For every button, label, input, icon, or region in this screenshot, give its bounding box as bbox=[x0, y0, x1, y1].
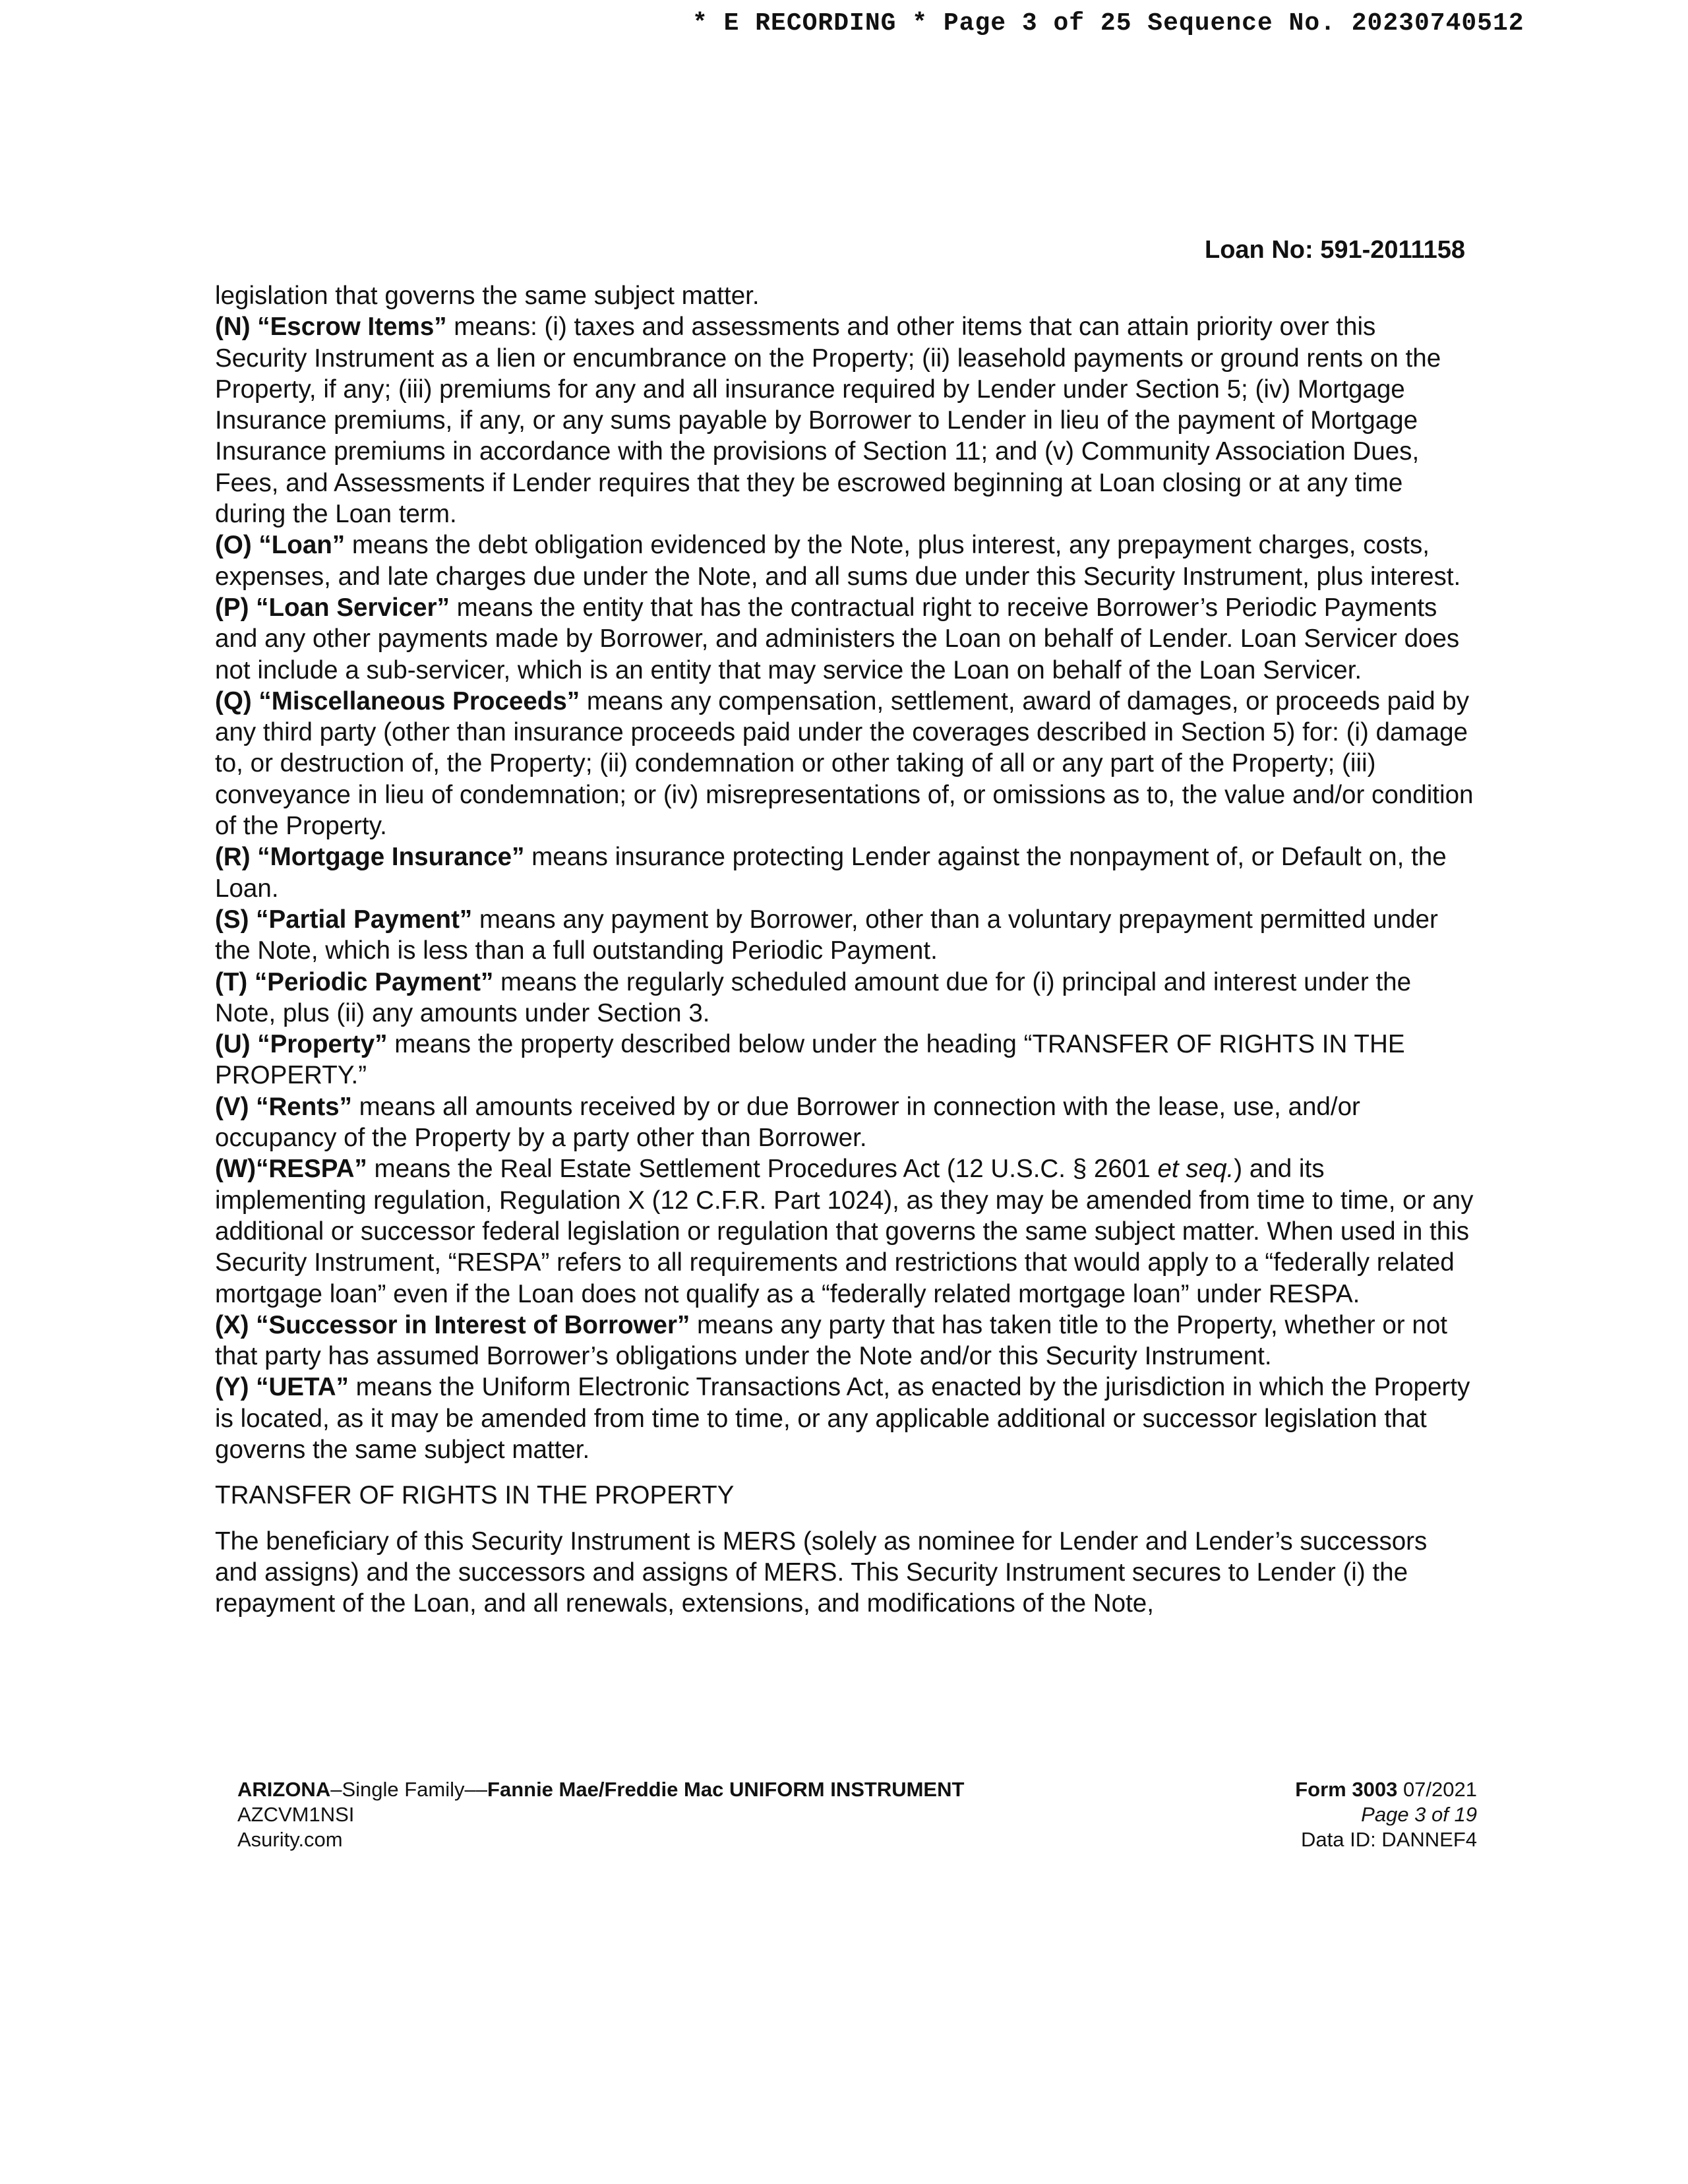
definition-o bbox=[215, 530, 1474, 592]
definition-text: ) and its implementing regulation, Regulation X (12 C.F.R. Part 1024), as they may be amended from time to time, or any additional or successor federal legislation or regulation that governs the same subject matter. When used in this Security Instrument, “RESPA” refers to all requirements and restrictions that would apply to a “federally related mortgage loan” even if the Loan does not qualify as a “federally related mortgage loan” under RESPA. bbox=[215, 1155, 1474, 1308]
definition-term: “Rents” bbox=[256, 1092, 352, 1121]
section-heading: TRANSFER OF RIGHTS IN THE PROPERTY bbox=[215, 1481, 735, 1510]
definition-term: “Property” bbox=[257, 1030, 388, 1059]
et-seq-text: et seq. bbox=[1157, 1155, 1234, 1184]
form-number bbox=[1295, 1777, 1477, 1802]
definition-t bbox=[215, 967, 1474, 1029]
definition-text: means: (i) taxes and assessments and other items that can attain priority over this Security Instrument as a lien or encumbrance on the Property; (ii) leasehold payments or ground rents on the Property, if any; (iii) premiums for any and all insurance required by Lender under Section 5; (iv) Mortgage Insurance premiums, if any, or any sums payable by Borrower to Lender in lieu of the payment of Mortgage Insurance premiums in accordance with the provisions of Section 11; and (v) Community Association Dues, Fees, and Assessments if Lender requires that they be escrowed beginning at Loan closing or at any time during the Loan term. bbox=[215, 313, 1441, 529]
form-title bbox=[237, 1777, 964, 1802]
definition-p bbox=[215, 592, 1474, 686]
definition-text: means the Uniform Electronic Transactions Act, as enacted by the jurisdiction in which the Property is located, as it may be amended from time to time, or any applicable additional or successor legislation that governs the same subject matter. bbox=[215, 1373, 1470, 1464]
definition-u bbox=[215, 1029, 1474, 1091]
definition-q bbox=[215, 686, 1474, 841]
definition-term: “Escrow Items” bbox=[257, 313, 447, 342]
definition-term: “Periodic Payment” bbox=[254, 967, 494, 996]
definition-term: “UETA” bbox=[256, 1373, 349, 1402]
continuation-text: legislation that governs the same subject matter. bbox=[215, 282, 760, 310]
definition-text: means any payment by Borrower, other than a voluntary prepayment permitted under the Note, which is less than a full outstanding Periodic Payment. bbox=[215, 905, 1438, 965]
definition-w bbox=[215, 1153, 1474, 1309]
definition-letter: (R) bbox=[215, 843, 251, 872]
definition-letter: (W) bbox=[215, 1155, 256, 1184]
form-data-id: Data ID: DANNEF4 bbox=[1300, 1828, 1477, 1851]
form-page: Page 3 of 19 bbox=[1361, 1803, 1477, 1826]
definition-letter: (P) bbox=[215, 593, 249, 622]
definition-letter: (S) bbox=[215, 905, 249, 934]
footer-state: ARIZONA bbox=[237, 1778, 331, 1801]
form-code: AZCVM1NSI bbox=[237, 1803, 355, 1826]
loan-number: Loan No: 591-2011158 bbox=[1205, 236, 1465, 264]
definition-y bbox=[215, 1372, 1474, 1465]
footer-descriptor: –Single Family–– bbox=[330, 1778, 488, 1801]
transfer-paragraph: The beneficiary of this Security Instrument is MERS (solely as nominee for Lender and Lender’s successors and assigns) and the successors and assigns of MERS. This Security Instrument secures to Lender (i) the repayment of the Loan, and all renewals, extensions, and modifications of the Note, bbox=[215, 1527, 1428, 1618]
definition-text: means all amounts received by or due Borrower in connection with the lease, use, and/or occupancy of the Property by a party other than Borrower. bbox=[215, 1092, 1360, 1153]
definition-text: means insurance protecting Lender against the nonpayment of, or Default on, the Loan. bbox=[215, 843, 1447, 903]
definition-v bbox=[215, 1091, 1474, 1154]
definition-letter: (X) bbox=[215, 1310, 249, 1339]
definition-s bbox=[215, 904, 1474, 967]
definition-text: means the Real Estate Settlement Procedures Act (12 U.S.C. § 2601 bbox=[367, 1155, 1158, 1184]
definition-r bbox=[215, 841, 1474, 904]
document-body bbox=[215, 280, 1474, 1619]
definition-text: means any compensation, settlement, award of damages, or proceeds paid by any third party (other than insurance proceeds paid under the coverages described in Section 5) for: (i) damage to, or destruction of, the Property; (ii) condemnation or other taking of all or any part of the Property; (iii) conveyance in lieu of condemnation; or (iv) misrepresentations of, or omissions as to, the value and/or condition of the Property. bbox=[215, 686, 1474, 841]
form-label: Form 3003 bbox=[1295, 1778, 1398, 1801]
definition-term: “Miscellaneous Proceeds” bbox=[258, 686, 580, 715]
definition-term: “Loan Servicer” bbox=[256, 593, 450, 622]
definition-text: means the regularly scheduled amount due for (i) principal and interest under the Note, plus (ii) any amounts under Section 3. bbox=[215, 967, 1412, 1027]
definition-text: means the entity that has the contractual right to receive Borrower’s Periodic Payments and any other payments made by Borrower, and administers the Loan on behalf of Lender. Loan Servicer does not include a sub-servicer, which is an entity that may service the Loan on behalf of the Loan Servicer. bbox=[215, 593, 1460, 684]
definition-term: “RESPA” bbox=[256, 1155, 367, 1184]
form-site: Asurity.com bbox=[237, 1828, 343, 1851]
definition-text: means the property described below under the heading “TRANSFER OF RIGHTS IN THE PROPERTY.” bbox=[215, 1030, 1405, 1090]
definition-letter: (O) bbox=[215, 531, 252, 560]
definition-text: means the debt obligation evidenced by the Note, plus interest, any prepayment charges, costs, expenses, and late charges due under the Note, and all sums due under this Security Instrument, plus interest. bbox=[215, 531, 1461, 591]
definition-term: “Partial Payment” bbox=[256, 905, 473, 934]
definition-letter: (Q) bbox=[215, 686, 252, 715]
definition-letter: (U) bbox=[215, 1030, 251, 1059]
form-date: 07/2021 bbox=[1397, 1778, 1477, 1801]
definition-term: “Successor in Interest of Borrower” bbox=[256, 1310, 690, 1339]
definition-letter: (V) bbox=[215, 1092, 249, 1121]
footer-right bbox=[1295, 1777, 1477, 1852]
definition-term: “Mortgage Insurance” bbox=[257, 843, 525, 872]
definition-text: means any party that has taken title to the Property, whether or not that party has assumed Borrower’s obligations under the Note and/or this Security Instrument. bbox=[215, 1310, 1447, 1371]
definition-letter: (N) bbox=[215, 313, 251, 342]
definition-x bbox=[215, 1310, 1474, 1372]
definition-letter: (T) bbox=[215, 967, 248, 996]
definition-letter: (Y) bbox=[215, 1373, 249, 1402]
recording-stamp: * E RECORDING * Page 3 of 25 Sequence No. 20230740512 bbox=[692, 9, 1524, 38]
footer-left bbox=[237, 1777, 964, 1852]
footer-instrument: Fannie Mae/Freddie Mac UNIFORM INSTRUMENT bbox=[487, 1778, 965, 1801]
definition-term: “Loan” bbox=[258, 531, 346, 560]
definition-n bbox=[215, 311, 1474, 530]
